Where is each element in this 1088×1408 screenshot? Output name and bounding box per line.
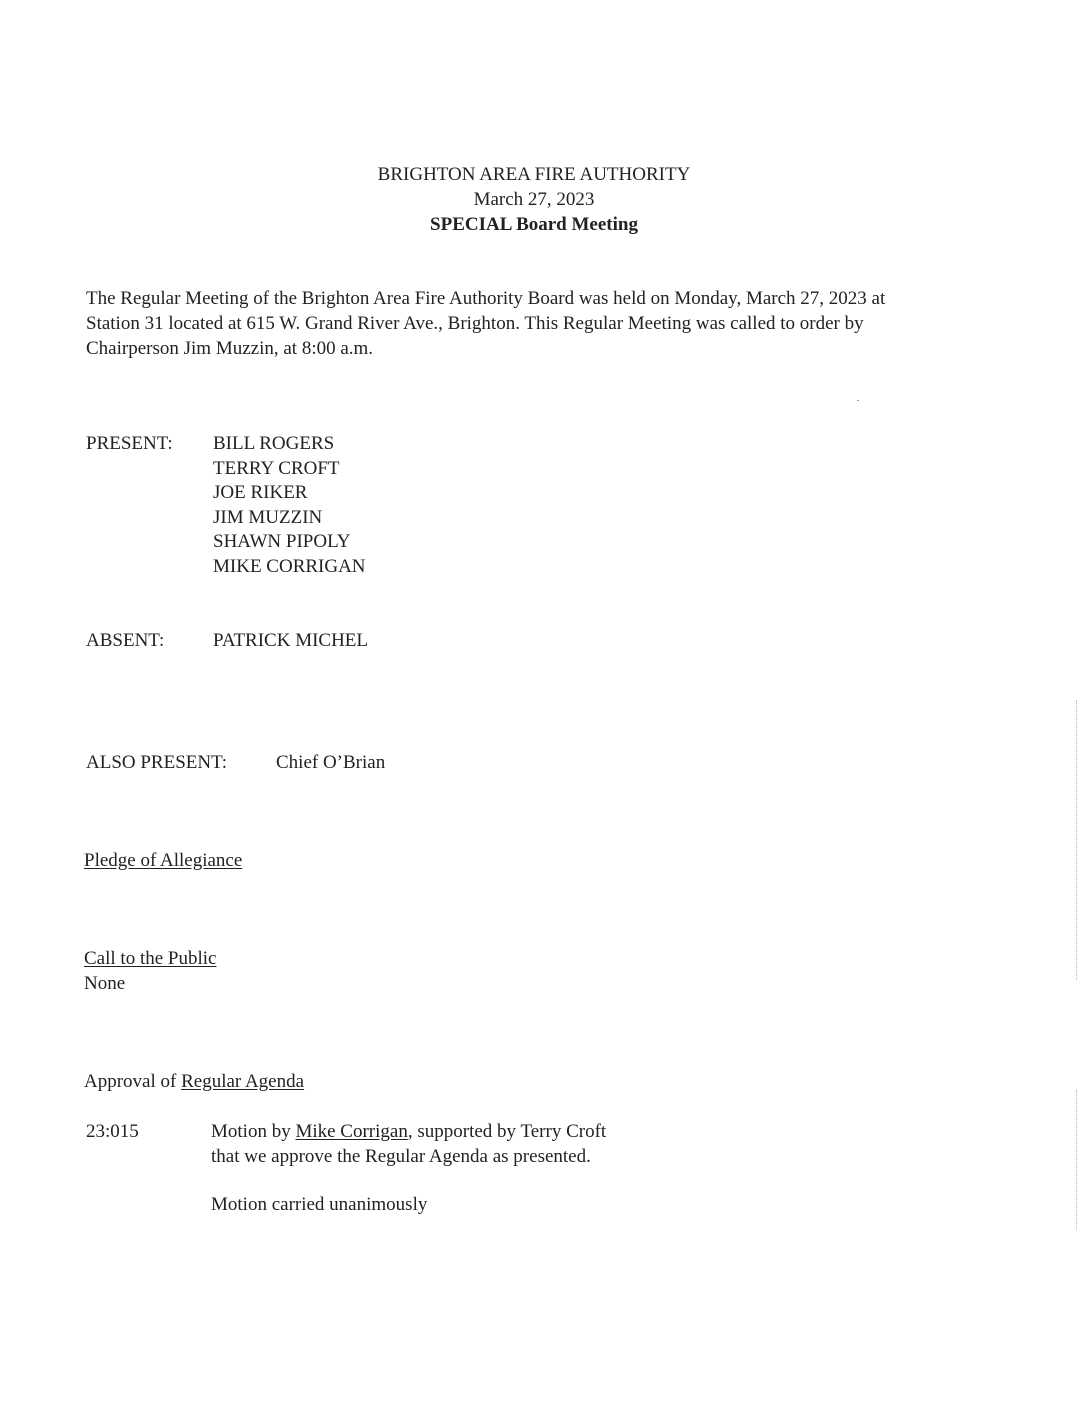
intro-line: Chairperson Jim Muzzin, at 8:00 a.m. xyxy=(86,338,374,359)
intro-paragraph xyxy=(86,286,1006,361)
motion-result: Motion carried unanimously xyxy=(211,1194,428,1215)
attendee-name: SHAWN PIPOLY xyxy=(213,531,351,553)
attendee-name: JIM MUZZIN xyxy=(213,506,323,528)
scan-speck xyxy=(857,400,859,401)
attendee-name: TERRY CROFT xyxy=(213,457,340,479)
agenda-heading-underlined: Regular Agenda xyxy=(181,1071,305,1092)
organization-name: BRIGHTON AREA FIRE AUTHORITY xyxy=(377,164,691,185)
present-list xyxy=(213,432,366,580)
intro-line: The Regular Meeting of the Brighton Area Fire Authority Board was held on Monday, March 27, 2023 at xyxy=(86,288,886,309)
pledge-heading: Pledge of Allegiance xyxy=(84,850,243,871)
also-present-value: Chief O’Brian xyxy=(276,752,386,773)
motion-prefix: Motion by xyxy=(211,1121,296,1142)
absent-label: ABSENT: xyxy=(86,630,165,651)
motion-mover: Mike Corrigan xyxy=(295,1121,408,1142)
meeting-type: SPECIAL Board Meeting xyxy=(430,214,638,235)
attendee-name: MIKE CORRIGAN xyxy=(213,555,366,577)
motion-number: 23:015 xyxy=(86,1121,139,1142)
attendee-name: BILL ROGERS xyxy=(213,433,335,454)
scan-edge-mark xyxy=(1076,700,1077,980)
agenda-heading-prefix: Approval of xyxy=(84,1071,182,1092)
attendee-name: JOE RIKER xyxy=(213,482,308,504)
absent-name: PATRICK MICHEL xyxy=(213,630,369,651)
call-to-public-heading: Call to the Public xyxy=(84,948,217,969)
intro-line: Station 31 located at 615 W. Grand River Ave., Brighton. This Regular Meeting was called to order by xyxy=(86,313,864,334)
motion-supporter: , supported by Terry Croft xyxy=(407,1121,607,1142)
present-label: PRESENT: xyxy=(86,433,173,454)
also-present-label: ALSO PRESENT: xyxy=(86,752,228,773)
document-header xyxy=(0,162,1068,237)
motion-line-1 xyxy=(211,1120,606,1144)
motion-line-2: that we approve the Regular Agenda as presented. xyxy=(211,1146,591,1167)
meeting-date: March 27, 2023 xyxy=(473,189,595,210)
scan-edge-mark xyxy=(1076,1090,1077,1230)
agenda-heading xyxy=(84,1070,304,1094)
call-to-public-body: None xyxy=(84,973,126,994)
